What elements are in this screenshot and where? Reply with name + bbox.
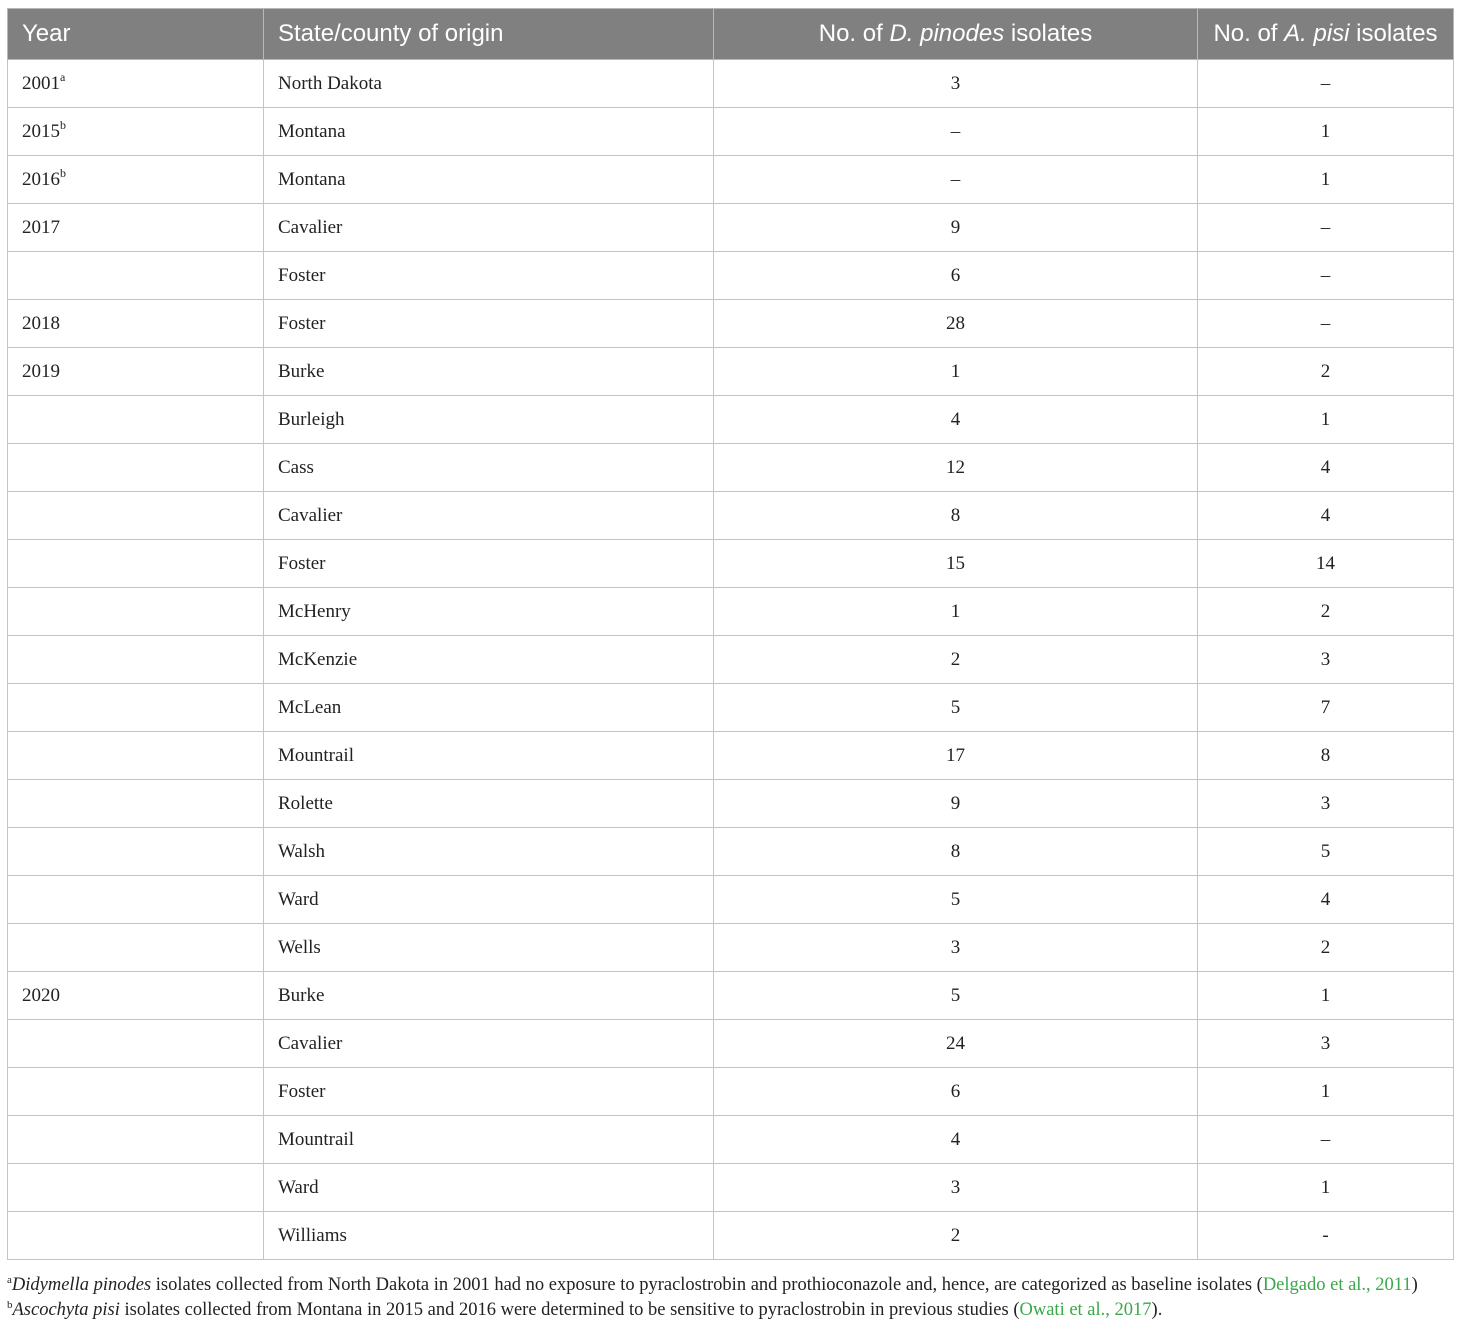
cell-dpinodes-count: 3 bbox=[714, 1164, 1198, 1212]
year-value: 2020 bbox=[22, 984, 60, 1006]
cell-dpinodes-count: 9 bbox=[714, 780, 1198, 828]
cell-year bbox=[8, 60, 264, 108]
table-row bbox=[8, 1164, 1454, 1212]
header-origin: State/county of origin bbox=[264, 9, 714, 60]
header-dpinodes-species: D. pinodes bbox=[889, 20, 1005, 47]
table-row bbox=[8, 348, 1454, 396]
cell-year bbox=[8, 684, 264, 732]
table-row bbox=[8, 204, 1454, 252]
year-value: 2001 bbox=[22, 72, 60, 94]
cell-origin: Rolette bbox=[264, 780, 714, 828]
cell-year bbox=[8, 636, 264, 684]
cell-origin: North Dakota bbox=[264, 60, 714, 108]
cell-origin: Foster bbox=[264, 1068, 714, 1116]
cell-dpinodes-count: 2 bbox=[714, 636, 1198, 684]
cell-dpinodes-count: 3 bbox=[714, 60, 1198, 108]
cell-apisi-count: – bbox=[1198, 1116, 1454, 1164]
table-row bbox=[8, 636, 1454, 684]
cell-apisi-count: 3 bbox=[1198, 636, 1454, 684]
table-row bbox=[8, 972, 1454, 1020]
cell-dpinodes-count: – bbox=[714, 108, 1198, 156]
cell-origin: Burke bbox=[264, 348, 714, 396]
cell-year bbox=[8, 828, 264, 876]
cell-apisi-count: 1 bbox=[1198, 1068, 1454, 1116]
cell-dpinodes-count: 5 bbox=[714, 876, 1198, 924]
year-value: 2016 bbox=[22, 168, 60, 190]
table-row bbox=[8, 1212, 1454, 1260]
cell-year bbox=[8, 1212, 264, 1260]
year-value: 2015 bbox=[22, 120, 60, 142]
cell-year bbox=[8, 780, 264, 828]
cell-dpinodes-count: 28 bbox=[714, 300, 1198, 348]
cell-apisi-count: – bbox=[1198, 60, 1454, 108]
footnote-b-end: ). bbox=[1151, 1300, 1163, 1320]
cell-apisi-count: 2 bbox=[1198, 924, 1454, 972]
footnote-a-end: ) bbox=[1411, 1275, 1418, 1295]
cell-year bbox=[8, 1164, 264, 1212]
table-row bbox=[8, 108, 1454, 156]
cell-year bbox=[8, 1068, 264, 1116]
cell-dpinodes-count: 5 bbox=[714, 972, 1198, 1020]
cell-dpinodes-count: 8 bbox=[714, 828, 1198, 876]
footnote-marker: a bbox=[60, 69, 66, 84]
header-year: Year bbox=[8, 9, 264, 60]
footnote-a-species: Didymella pinodes bbox=[11, 1275, 152, 1295]
cell-year bbox=[8, 540, 264, 588]
cell-dpinodes-count: 12 bbox=[714, 444, 1198, 492]
cell-origin: Wells bbox=[264, 924, 714, 972]
year-value: 2019 bbox=[22, 360, 60, 382]
footnote-marker: b bbox=[60, 165, 66, 180]
footnote-a-citation-link[interactable]: Delgado et al., 2011 bbox=[1262, 1275, 1412, 1295]
cell-dpinodes-count: 4 bbox=[714, 1116, 1198, 1164]
year-value: 2018 bbox=[22, 312, 60, 334]
cell-origin: McHenry bbox=[264, 588, 714, 636]
footnote-marker: b bbox=[60, 117, 66, 132]
footnote-b bbox=[7, 1298, 1457, 1323]
cell-year bbox=[8, 492, 264, 540]
cell-year bbox=[8, 588, 264, 636]
cell-origin: Mountrail bbox=[264, 732, 714, 780]
cell-year bbox=[8, 300, 264, 348]
table-row bbox=[8, 1068, 1454, 1116]
cell-year bbox=[8, 876, 264, 924]
cell-apisi-count: 1 bbox=[1198, 396, 1454, 444]
table-footnotes bbox=[7, 1273, 1457, 1323]
cell-year bbox=[8, 972, 264, 1020]
table-row bbox=[8, 444, 1454, 492]
header-dpinodes-suffix: isolates bbox=[1004, 20, 1093, 47]
footnote-b-species: Ascochyta pisi bbox=[12, 1300, 120, 1320]
table-row bbox=[8, 876, 1454, 924]
header-apisi-species: A. pisi bbox=[1284, 20, 1350, 47]
cell-dpinodes-count: 15 bbox=[714, 540, 1198, 588]
cell-dpinodes-count: 8 bbox=[714, 492, 1198, 540]
cell-dpinodes-count: 2 bbox=[714, 1212, 1198, 1260]
cell-apisi-count: 1 bbox=[1198, 1164, 1454, 1212]
cell-year bbox=[8, 924, 264, 972]
footnote-b-text: isolates collected from Montana in 2015 and 2016 were determined to be sensitive to pyraclostrobin in previous studies ( bbox=[119, 1300, 1020, 1320]
cell-dpinodes-count: 24 bbox=[714, 1020, 1198, 1068]
cell-origin: Walsh bbox=[264, 828, 714, 876]
header-dpinodes bbox=[714, 9, 1198, 60]
cell-apisi-count: 5 bbox=[1198, 828, 1454, 876]
cell-dpinodes-count: 1 bbox=[714, 348, 1198, 396]
header-apisi-prefix: No. of bbox=[1213, 20, 1285, 47]
cell-year bbox=[8, 444, 264, 492]
cell-origin: Cass bbox=[264, 444, 714, 492]
cell-apisi-count: – bbox=[1198, 204, 1454, 252]
cell-apisi-count: 1 bbox=[1198, 108, 1454, 156]
cell-year bbox=[8, 1116, 264, 1164]
cell-apisi-count: 8 bbox=[1198, 732, 1454, 780]
table-row bbox=[8, 60, 1454, 108]
footnote-b-citation-link[interactable]: Owati et al., 2017 bbox=[1019, 1300, 1152, 1320]
footnote-a bbox=[7, 1273, 1457, 1298]
cell-apisi-count: 1 bbox=[1198, 156, 1454, 204]
table-row bbox=[8, 924, 1454, 972]
table-row bbox=[8, 492, 1454, 540]
cell-apisi-count: 4 bbox=[1198, 492, 1454, 540]
table-row bbox=[8, 252, 1454, 300]
cell-origin: Burleigh bbox=[264, 396, 714, 444]
cell-origin: Cavalier bbox=[264, 492, 714, 540]
cell-apisi-count: 2 bbox=[1198, 588, 1454, 636]
cell-origin: Foster bbox=[264, 540, 714, 588]
table-row bbox=[8, 684, 1454, 732]
year-value: 2017 bbox=[22, 216, 60, 238]
cell-year bbox=[8, 396, 264, 444]
footnote-a-mark: a bbox=[7, 1274, 12, 1286]
cell-origin: McLean bbox=[264, 684, 714, 732]
table-row bbox=[8, 1116, 1454, 1164]
cell-year bbox=[8, 156, 264, 204]
table-row bbox=[8, 588, 1454, 636]
cell-origin: Montana bbox=[264, 156, 714, 204]
footnote-b-mark: b bbox=[7, 1299, 13, 1311]
cell-origin: Williams bbox=[264, 1212, 714, 1260]
table-row bbox=[8, 780, 1454, 828]
cell-year bbox=[8, 348, 264, 396]
table-row bbox=[8, 396, 1454, 444]
cell-origin: Mountrail bbox=[264, 1116, 714, 1164]
cell-origin: Cavalier bbox=[264, 204, 714, 252]
table-row bbox=[8, 156, 1454, 204]
cell-origin: Ward bbox=[264, 876, 714, 924]
cell-dpinodes-count: – bbox=[714, 156, 1198, 204]
cell-origin: Montana bbox=[264, 108, 714, 156]
cell-apisi-count: 7 bbox=[1198, 684, 1454, 732]
header-dpinodes-prefix: No. of bbox=[818, 20, 890, 47]
cell-apisi-count: 3 bbox=[1198, 1020, 1454, 1068]
header-apisi bbox=[1198, 9, 1454, 60]
table-row bbox=[8, 1020, 1454, 1068]
cell-origin: Foster bbox=[264, 300, 714, 348]
cell-origin: Ward bbox=[264, 1164, 714, 1212]
table-row bbox=[8, 732, 1454, 780]
cell-dpinodes-count: 17 bbox=[714, 732, 1198, 780]
cell-apisi-count: 14 bbox=[1198, 540, 1454, 588]
cell-apisi-count: – bbox=[1198, 300, 1454, 348]
cell-year bbox=[8, 252, 264, 300]
cell-apisi-count: 3 bbox=[1198, 780, 1454, 828]
cell-apisi-count: 1 bbox=[1198, 972, 1454, 1020]
cell-year bbox=[8, 732, 264, 780]
cell-year bbox=[8, 1020, 264, 1068]
cell-dpinodes-count: 1 bbox=[714, 588, 1198, 636]
table-row bbox=[8, 828, 1454, 876]
cell-apisi-count: 2 bbox=[1198, 348, 1454, 396]
cell-apisi-count: 4 bbox=[1198, 876, 1454, 924]
cell-dpinodes-count: 5 bbox=[714, 684, 1198, 732]
cell-origin: Foster bbox=[264, 252, 714, 300]
table-row bbox=[8, 300, 1454, 348]
footnote-a-text: isolates collected from North Dakota in 2001 had no exposure to pyraclostrobin and prothioconazole and, hence, are categorized as baseline isolates ( bbox=[151, 1275, 1263, 1295]
cell-dpinodes-count: 3 bbox=[714, 924, 1198, 972]
table-body bbox=[8, 60, 1454, 1260]
cell-origin: Burke bbox=[264, 972, 714, 1020]
cell-origin: McKenzie bbox=[264, 636, 714, 684]
cell-apisi-count: 4 bbox=[1198, 444, 1454, 492]
cell-dpinodes-count: 6 bbox=[714, 1068, 1198, 1116]
cell-apisi-count: – bbox=[1198, 252, 1454, 300]
cell-dpinodes-count: 9 bbox=[714, 204, 1198, 252]
cell-origin: Cavalier bbox=[264, 1020, 714, 1068]
cell-dpinodes-count: 4 bbox=[714, 396, 1198, 444]
header-apisi-suffix: isolates bbox=[1349, 20, 1438, 47]
cell-year bbox=[8, 204, 264, 252]
cell-apisi-count: - bbox=[1198, 1212, 1454, 1260]
table-header-row bbox=[8, 9, 1454, 60]
cell-year bbox=[8, 108, 264, 156]
isolates-table bbox=[7, 8, 1454, 1260]
table-row bbox=[8, 540, 1454, 588]
cell-dpinodes-count: 6 bbox=[714, 252, 1198, 300]
